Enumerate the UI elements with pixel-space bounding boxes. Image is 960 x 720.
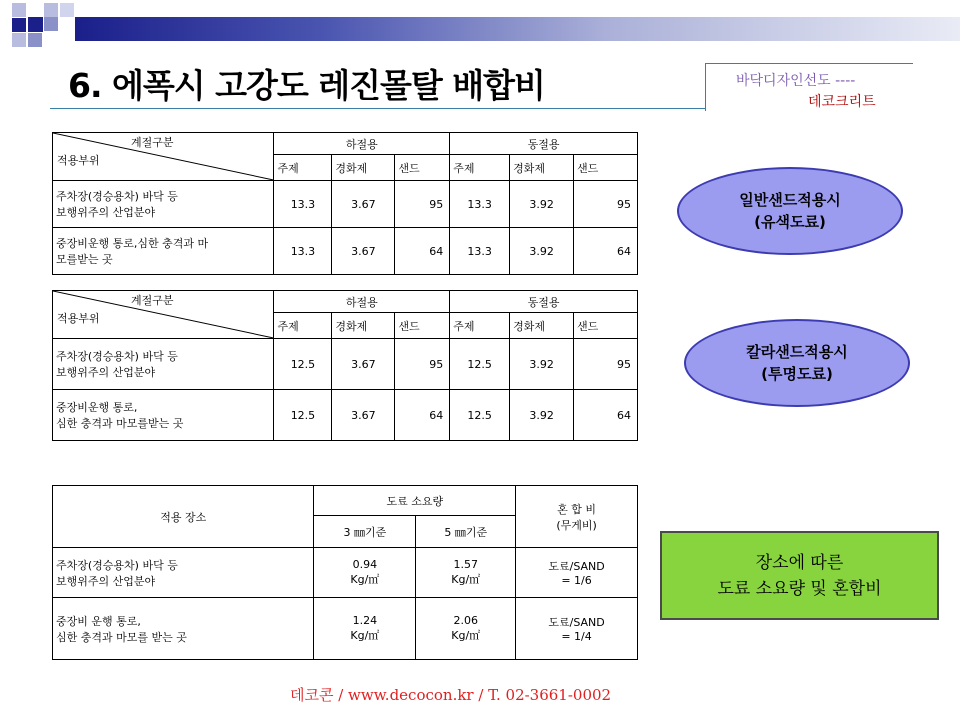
value-cell: 3.67 xyxy=(332,181,395,228)
diagonal-header-cell xyxy=(53,133,274,181)
col-header: 주제 xyxy=(274,155,332,181)
value-cell: 95 xyxy=(574,339,638,390)
area-cell: 주차장(경승용차) 바닥 등 보행위주의 산업분야 xyxy=(53,181,274,228)
color-sand-bubble: 칼라샌드적용시 (투명도료) xyxy=(684,319,910,407)
area-header: 적용부위 xyxy=(57,312,100,325)
value-cell: 13.3 xyxy=(450,228,510,275)
col-header: 경화제 xyxy=(510,155,574,181)
header-gradient-bar xyxy=(75,17,960,41)
value-cell: 13.3 xyxy=(274,228,332,275)
value-cell: 64 xyxy=(395,390,450,441)
value-cell: 3.92 xyxy=(510,181,574,228)
summer-header: 하절용 xyxy=(274,133,450,155)
corner-square xyxy=(12,33,26,47)
value-cell: 95 xyxy=(574,181,638,228)
value-cell: 95 xyxy=(395,339,450,390)
col-header: 경화제 xyxy=(332,313,395,339)
value-cell: 3.92 xyxy=(510,339,574,390)
winter-header: 동절용 xyxy=(450,133,638,155)
value-cell: 12.5 xyxy=(274,339,332,390)
value-cell: 64 xyxy=(395,228,450,275)
value-cell: 64 xyxy=(574,390,638,441)
value-cell: 0.94 Kg/㎡ xyxy=(314,548,416,598)
summary-box: 장소에 따른 도료 소요량 및 혼합비 xyxy=(660,531,939,620)
table-row xyxy=(53,548,638,598)
value-cell: 3.92 xyxy=(510,228,574,275)
value-cell: 3.67 xyxy=(332,390,395,441)
place-header: 적용 장소 xyxy=(53,486,314,548)
table-row xyxy=(53,390,638,441)
value-cell: 1.24 Kg/㎡ xyxy=(314,598,416,660)
corner-square xyxy=(28,33,42,47)
col-header: 샌드 xyxy=(574,313,638,339)
value-cell: 12.5 xyxy=(450,390,510,441)
value-cell: 13.3 xyxy=(450,181,510,228)
corner-square xyxy=(44,17,58,31)
table-row xyxy=(53,598,638,660)
season-header: 계절구분 xyxy=(130,136,174,149)
coverage-table xyxy=(52,485,638,660)
value-cell: 3.92 xyxy=(510,390,574,441)
col-header: 경화제 xyxy=(332,155,395,181)
area-cell: 중장비 운행 통로, 심한 충격과 마모를 받는 곳 xyxy=(53,598,314,660)
value-cell: 64 xyxy=(574,228,638,275)
area-header: 적용부위 xyxy=(57,154,100,167)
value-cell: 12.5 xyxy=(450,339,510,390)
corner-square xyxy=(12,18,26,32)
season-header: 계절구분 xyxy=(130,294,174,307)
value-cell: 3.67 xyxy=(332,339,395,390)
col-header-3mm: 3 ㎜기준 xyxy=(314,516,416,548)
winter-header: 동절용 xyxy=(450,291,638,313)
mix-cell: 도료/SAND = 1/4 xyxy=(516,598,638,660)
value-cell: 2.06 Kg/㎡ xyxy=(416,598,516,660)
usage-header: 도료 소요량 xyxy=(314,486,516,516)
summer-header: 하절용 xyxy=(274,291,450,313)
col-header: 경화제 xyxy=(510,313,574,339)
page-title: 6. 에폭시 고강도 레진몰탈 배합비 xyxy=(68,66,545,105)
col-header: 주제 xyxy=(450,313,510,339)
value-cell: 13.3 xyxy=(274,181,332,228)
corner-square xyxy=(28,17,43,32)
title-underline xyxy=(50,108,705,109)
diagonal-header-cell xyxy=(53,291,274,339)
corner-square xyxy=(44,3,58,17)
mix-header: 혼 합 비 (무게비) xyxy=(516,486,638,548)
table-row xyxy=(53,228,638,275)
value-cell: 1.57 Kg/㎡ xyxy=(416,548,516,598)
value-cell: 12.5 xyxy=(274,390,332,441)
mix-table-color xyxy=(52,290,638,441)
value-cell: 95 xyxy=(395,181,450,228)
mix-cell: 도료/SAND = 1/6 xyxy=(516,548,638,598)
col-header-5mm: 5 ㎜기준 xyxy=(416,516,516,548)
area-cell: 주차장(경승용차) 바닥 등 보행위주의 산업분야 xyxy=(53,548,314,598)
footer-contact: 데코콘 / www.decocon.kr / T. 02-3661-0002 xyxy=(290,686,612,704)
table-row xyxy=(53,339,638,390)
area-cell: 중장비운행 통로,심한 충격과 마 모를받는 곳 xyxy=(53,228,274,275)
col-header: 샌드 xyxy=(395,313,450,339)
area-cell: 주차장(경승용차) 바닥 등 보행위주의 산업분야 xyxy=(53,339,274,390)
corner-square xyxy=(12,3,26,17)
value-cell: 3.67 xyxy=(332,228,395,275)
corner-square xyxy=(60,3,74,17)
general-sand-bubble: 일반샌드적용시 (유색도료) xyxy=(677,167,903,255)
col-header: 샌드 xyxy=(395,155,450,181)
col-header: 샌드 xyxy=(574,155,638,181)
col-header: 주제 xyxy=(450,155,510,181)
col-header: 주제 xyxy=(274,313,332,339)
mix-table-general xyxy=(52,132,638,275)
area-cell: 중장비운행 통로, 심한 충격과 마모를받는 곳 xyxy=(53,390,274,441)
brand-tagline: 바닥디자인선도 ---- xyxy=(736,73,856,89)
brand-name: 데코크리트 xyxy=(808,94,876,110)
table-row xyxy=(53,181,638,228)
